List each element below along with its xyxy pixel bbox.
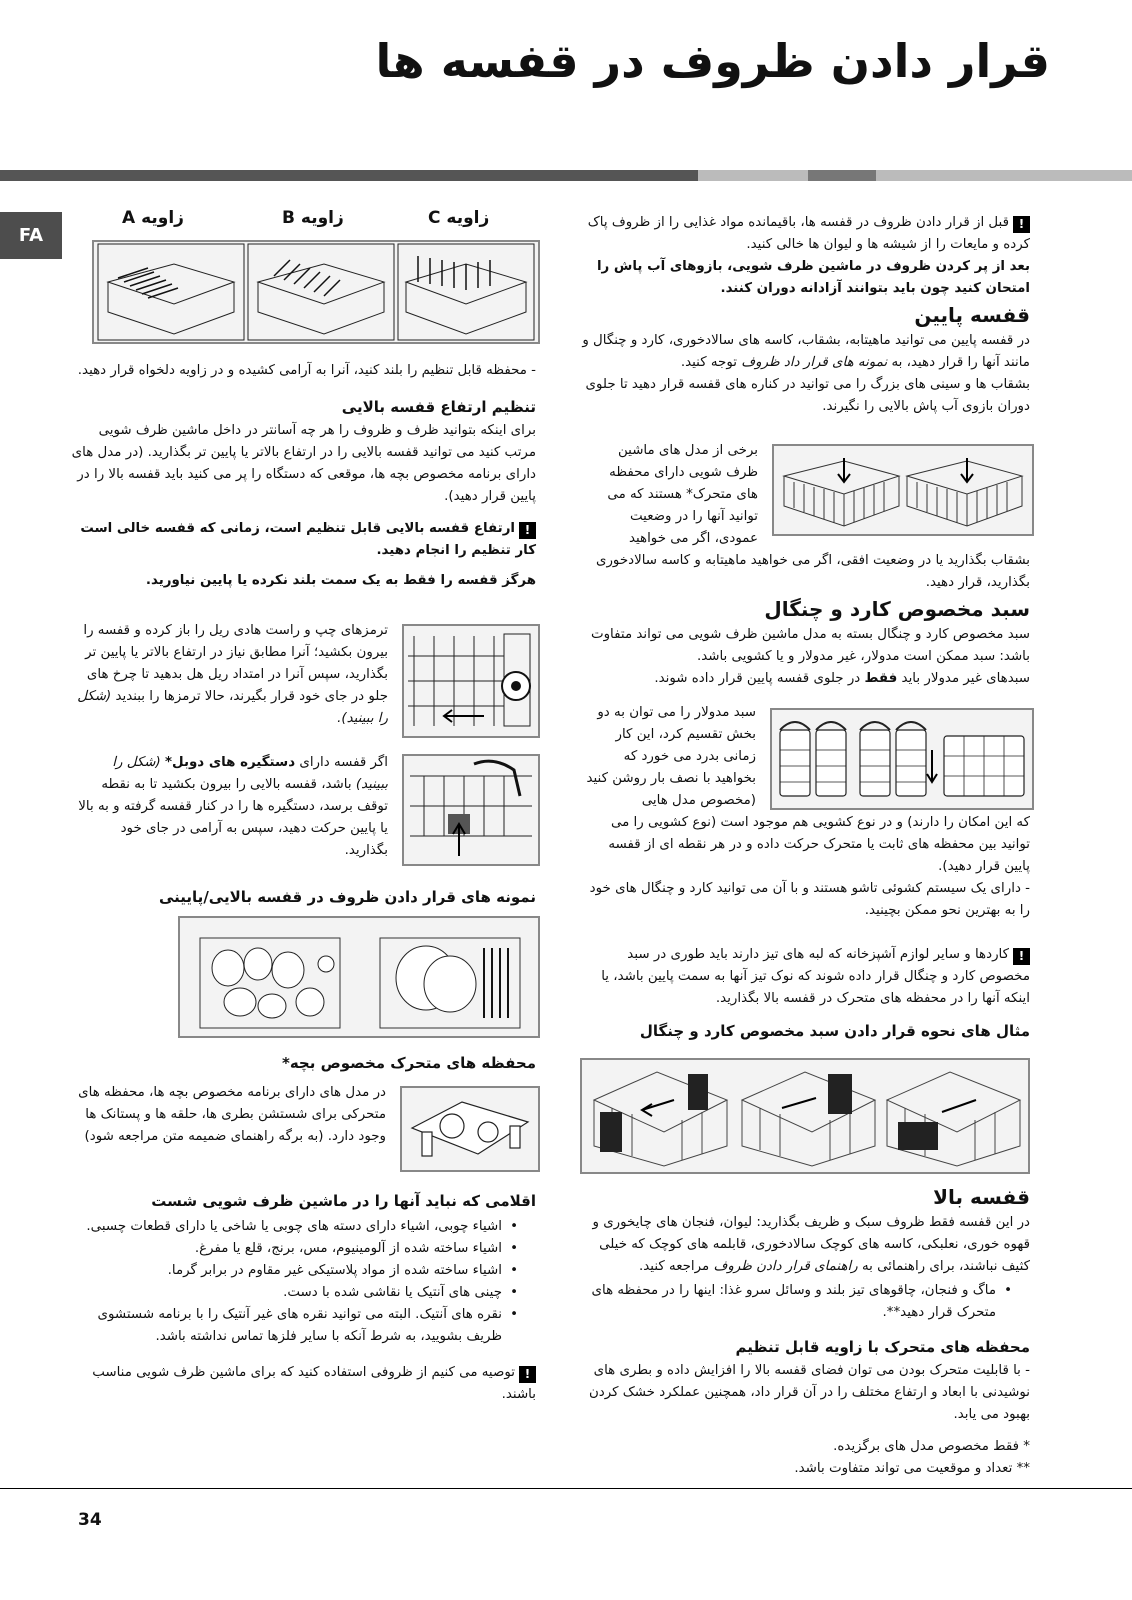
- header-bar-light: [698, 170, 808, 181]
- cutlery-basket-figure: [770, 708, 1034, 810]
- list-item: • اشیاء ساخته شده از مواد پلاستیکی غیر مقاوم در برابر گرما.: [70, 1260, 518, 1282]
- page-number: 34: [78, 1510, 102, 1530]
- upper-rack-text-1: در این قفسه فقط ظروف سبک و ظریف بگذارید: لیوان، فنجان های چایخوری و قهوه خوری، نعلبکی، کاسه های کوچک سالادخوری، قابلمه های کوچک که خیلی کثیف نباشند، برای راهنمائی به راهنمای قرار دادن ظروف مراجعه کنید.: [592, 1215, 1030, 1274]
- lower-rack-text-4: بشقاب بگذارید یا در وضعیت افقی، اگر می خواهید ماهیتابه و کاسه سالادخوری بگذارید، قرار دهید.: [595, 553, 1030, 590]
- double-handle-figure: [402, 754, 540, 866]
- warning-icon: !: [1013, 948, 1030, 965]
- list-item: • چینی های آنتیک یا نقاشی شده با دست.: [70, 1282, 518, 1304]
- right-bottom: [580, 1182, 1030, 1480]
- angle-text: - محفظه قابل تنظیم را بلند کنید، آنرا به آرامی کشیده و در زاویه دلخواه قرار دهید.: [77, 363, 536, 378]
- upper-rack-list: [580, 1280, 1012, 1324]
- angle-figure: [92, 240, 540, 344]
- header-bar-dark: [0, 170, 698, 181]
- not-wash-heading: اقلامی که نباید آنها را در ماشین ظرف شویی شست: [151, 1192, 536, 1210]
- language-badge: FA: [0, 212, 62, 259]
- cutlery-text-4: که این امکان را دارند) و در نوع کشویی هم موجود است (نوع کشویی را می توانید بین محفظه های ثابت یا متحرک حرکت داده و در هر نقطه ای از قفسه پایین قرار دهید).: [608, 815, 1030, 874]
- list-item: • اشیاء چوبی، اشیاء دارای دسته های چوبی یا شاخی یا دارای قطعات چسبی.: [70, 1216, 518, 1238]
- intro-warning-1: !قبل از قرار دادن ظروف در قفسه ها، باقیمانده مواد غذایی را از ظروف پاک کرده و مایعات را از شیشه ها و لیوان ها خالی کنید.: [587, 215, 1030, 252]
- lower-rack-text-1: در قفسه پایین می توانید ماهیتابه، بشقاب، کاسه های سالادخوری، کارد و چنگال و مانند آنها را قرار دهید، به نمونه های قرار داد ظروف توجه کنید.: [582, 333, 1030, 370]
- cutlery-examples-figure: [580, 1058, 1030, 1174]
- height-warning: !ارتفاع قفسه بالایی قابل تنظیم است، زمانی که قفسه خالی است کار تنظیم را انجام دهید.: [80, 521, 536, 558]
- examples-heading: [70, 884, 536, 910]
- warning-icon: !: [519, 522, 536, 539]
- height-heading: تنظیم ارتفاع قفسه بالایی: [341, 398, 536, 416]
- footnote-2: ** تعداد و موقعیت می تواند متفاوت باشد.: [794, 1461, 1030, 1476]
- never-text: هرگز قفسه را فقط به یک سمت بلند نکرده یا پایین نیاورید.: [145, 573, 536, 588]
- header-bar-mid: [808, 170, 876, 181]
- left-bottom: [70, 1188, 536, 1406]
- not-wash-list: [70, 1216, 518, 1348]
- lower-rack-heading: قفسه پایین: [914, 303, 1030, 327]
- not-wash-warning: !توصیه می کنیم از ظروفی استفاده کنید که برای ماشین ظرف شویی مناسب باشند.: [92, 1365, 536, 1402]
- adjustable-heading: محفظه های متحرک با زاویه قابل تنظیم: [735, 1338, 1030, 1356]
- loading-examples-figure: [178, 916, 540, 1038]
- page-title: قرار دادن ظروف در قفسه ها: [375, 34, 1050, 88]
- footnote-1: * فقط مخصوص مدل های برگزیده.: [833, 1439, 1030, 1454]
- right-intro: [580, 212, 1030, 418]
- angle-c-label: زاویه C: [428, 208, 490, 228]
- cutlery-warning: !کاردها و سایر لوازم آشپزخانه که لبه های تیز دارند باید طوری در سبد مخصوص کارد و چنگال قرار داده شوند که نوک تیز آنها به سمت پایین باشد، یا اینکه آنها را در محفظه های متحرک در قفسه بالا بگذارید.: [601, 947, 1030, 1006]
- foldable-racks-figure: [772, 444, 1034, 536]
- lower-rack-text-2: بشقاب ها و سینی های بزرگ را می توانید در کناره های قفسه قرار دهید تا جلوی دوران بازوی آب پاش بالایی را نگیرند.: [585, 377, 1030, 414]
- list-item: • نقره های آنتیک. البته می توانید نقره های غیر آنتیک را با برنامه شستشوی ظریف بشویید، به شرط آنکه با سایر فلزها تماس نداشته باشد.: [70, 1304, 518, 1348]
- footer-rule: [0, 1488, 1132, 1489]
- double-handle-text: اگر قفسه دارای دستگیره های دوبل* (شکل را ببینید) باشد، قفسه بالایی را بیرون بکشید تا به نقطه توقف برسد، دستگیره ها را در کنار قفسه گرفته و به بالا یا پایین حرکت دهید، سپس به آرامی در جای خود بگذارید.: [78, 755, 388, 858]
- rail-brake-figure: [402, 624, 540, 738]
- right-lower: [580, 812, 1030, 1044]
- examples-heading-text: نمونه های قرار دادن ظروف در قفسه بالایی/پایینی: [159, 888, 536, 906]
- header-bar-light-2: [876, 170, 1132, 181]
- left-top: [70, 360, 536, 592]
- angle-a-label: زاویه A: [122, 208, 184, 228]
- lower-rack-text-3: برخی از مدل های ماشین ظرف شویی دارای محفظه های متحرک* هستند که می توانید آنها را در وضعیت عمودی، اگر می خواهید: [607, 443, 758, 546]
- cutlery-text-2: سبدهای غیر مدولار باید فقط در جلوی قفسه پایین قرار داده شوند.: [654, 671, 1030, 686]
- child-accessory-figure: [400, 1086, 540, 1172]
- angle-b-label: زاویه B: [282, 208, 344, 228]
- adjustable-text: - با قابلیت متحرک بودن می توان فضای قفسه بالا را افزایش داده و بطری های نوشیدنی با ابعاد و ارتفاع مختلف را در آن قرار داد، همچنین عملکرد خشک کردن بهبود می یابد.: [588, 1363, 1030, 1422]
- brakes-text: ترمزهای چپ و راست هادی ریل را باز کرده و قفسه را بیرون بکشید؛ آنرا مطابق نیاز در ارتفاع بالاتر یا پایین تر بگذارید، سپس آنرا در امتداد ریل هل بدهید تا چرخ های جلو در جای خود قرار بگیرند، حالا ترمزها را ببندید (شکل را ببینید).: [77, 623, 388, 726]
- cutlery-text-3: سبد مدولار را می توان به دو بخش تقسیم کرد، این کار زمانی بدرد می خورد که بخواهید با نصف بار روشن کنید (مخصوص مدل هایی: [586, 705, 756, 808]
- child-text: در مدل های دارای برنامه مخصوص بچه ها، محفظه های متحرکی برای شستشن بطری ها، حلقه ها و پستانک ها وجود دارد. (به برگه راهنمای ضمیمه متن مراجعه شود): [78, 1085, 386, 1144]
- right-mid: [580, 550, 1030, 690]
- cutlery-text-1: سبد مخصوص کارد و چنگال بسته به مدل ماشین ظرف شویی می تواند متفاوت باشد: سبد ممکن است مدولار، غیر مدولار و یا کشویی باشد.: [590, 627, 1030, 664]
- intro-warning-2: بعد از پر کردن ظروف در ماشین ظرف شویی، بازوهای آب پاش را امتحان کنید چون باید بتوانند آزادانه دوران کنند.: [596, 259, 1030, 296]
- upper-rack-heading: قفسه بالا: [933, 1185, 1030, 1209]
- cutlery-heading: سبد مخصوص کارد و چنگال: [764, 597, 1030, 621]
- list-item: • اشیاء ساخته شده از آلومینیوم، مس، برنج، قلع یا مفرغ.: [70, 1238, 518, 1260]
- child-heading: محفظه های متحرک مخصوص بچه*: [281, 1054, 536, 1072]
- warning-icon: !: [519, 1366, 536, 1383]
- cutlery-example-heading: مثال های نحوه قرار دادن سبد مخصوص کارد و چنگال: [639, 1022, 1030, 1040]
- list-item: • ماگ و فنجان، چاقوهای تیز بلند و وسائل سرو غذا: اینها را در محفظه های متحرک قرار دهید**.: [580, 1280, 1012, 1324]
- child-heading-wrap: [70, 1050, 536, 1076]
- cutlery-text-5: - دارای یک سیستم کشوئی تاشو هستند و با آن می توانید کارد و چنگال های خود را به بهترین نحو ممکن بچینید.: [589, 881, 1030, 918]
- height-text: برای اینکه بتوانید ظرف و ظروف را هر چه آسانتر در داخل ماشین ظرف شویی مرتب کنید می توانید قفسه بالایی را در ارتفاع بالاتر یا پایین تر بگذارید. (در مدل های دارای برنامه مخصوص بچه ها، موقعی که دستگاه را پر می کنید باید قفسه بالا را در پایین قرار دهید).: [71, 423, 536, 504]
- warning-icon: !: [1013, 216, 1030, 233]
